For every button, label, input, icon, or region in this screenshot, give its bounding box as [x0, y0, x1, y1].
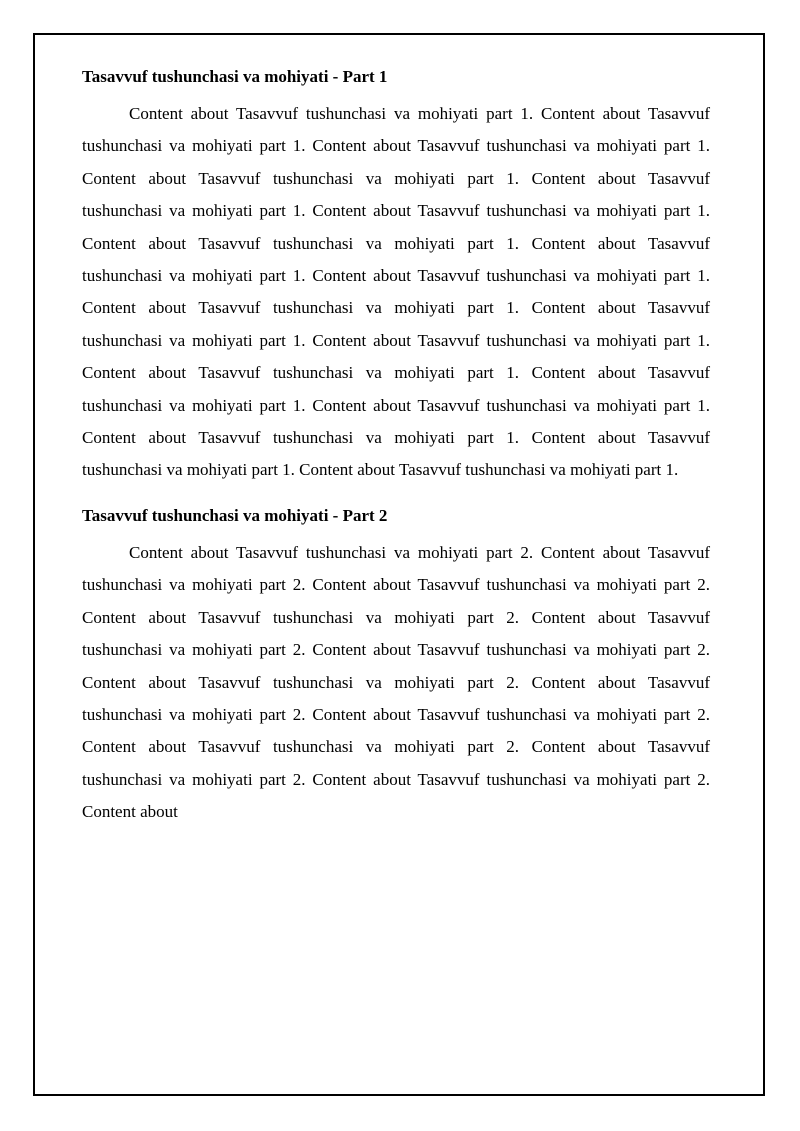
section-paragraph: Content about Tasavvuf tushunchasi va mohiyati part 1. Content about Tasavvuf tushunchasi va mohiyati part 1. Content about Tasavvuf tushunchasi va mohiyati part 1. Content about Tasavvuf tushunchasi va mohiyati part 1. Content about Tasavvuf tushunchasi va mohiyati part 1. Content about Tasavvuf tushunchasi va mohiyati part 1. Content about Tasavvuf tushunchasi va mohiyati part 1. Content about Tasavvuf tushunchasi va mohiyati part 1. Content about Tasavvuf tushunchasi va mohiyati part 1. Content about Tasavvuf tushunchasi va mohiyati part 1. Content about Tasavvuf tushunchasi va mohiyati part 1. Content about Tasavvuf tushunchasi va mohiyati part 1. Content about Tasavvuf tushunchasi va mohiyati part 1. Content about Tasavvuf tushunchasi va mohiyati part 1. Content about Tasavvuf tushunchasi va mohiyati part 1. Content about Tasavvuf tushunchasi va mohiyati part 1. Content about Tasavvuf tushunchasi va mohiyati part 1. Content about Tasavvuf tushunchasi va mohiyati part 1.: [82, 104, 710, 480]
section-heading: Tasavvuf tushunchasi va mohiyati - Part 2: [82, 505, 388, 525]
section-part-1: [82, 66, 710, 487]
document-content: [82, 66, 710, 829]
section-part-2: [82, 505, 710, 829]
section-heading: Tasavvuf tushunchasi va mohiyati - Part 1: [82, 67, 388, 86]
section-paragraph: Content about Tasavvuf tushunchasi va mohiyati part 2. Content about Tasavvuf tushunchasi va mohiyati part 2. Content about Tasavvuf tushunchasi va mohiyati part 2. Content about Tasavvuf tushunchasi va mohiyati part 2. Content about Tasavvuf tushunchasi va mohiyati part 2. Content about Tasavvuf tushunchasi va mohiyati part 2. Content about Tasavvuf tushunchasi va mohiyati part 2. Content about Tasavvuf tushunchasi va mohiyati part 2. Content about Tasavvuf tushunchasi va mohiyati part 2. Content about Tasavvuf tushunchasi va mohiyati part 2. Content about Tasavvuf tushunchasi va mohiyati part 2. Content about Tasavvuf tushunchasi va mohiyati part 2. Content about: [82, 542, 710, 822]
